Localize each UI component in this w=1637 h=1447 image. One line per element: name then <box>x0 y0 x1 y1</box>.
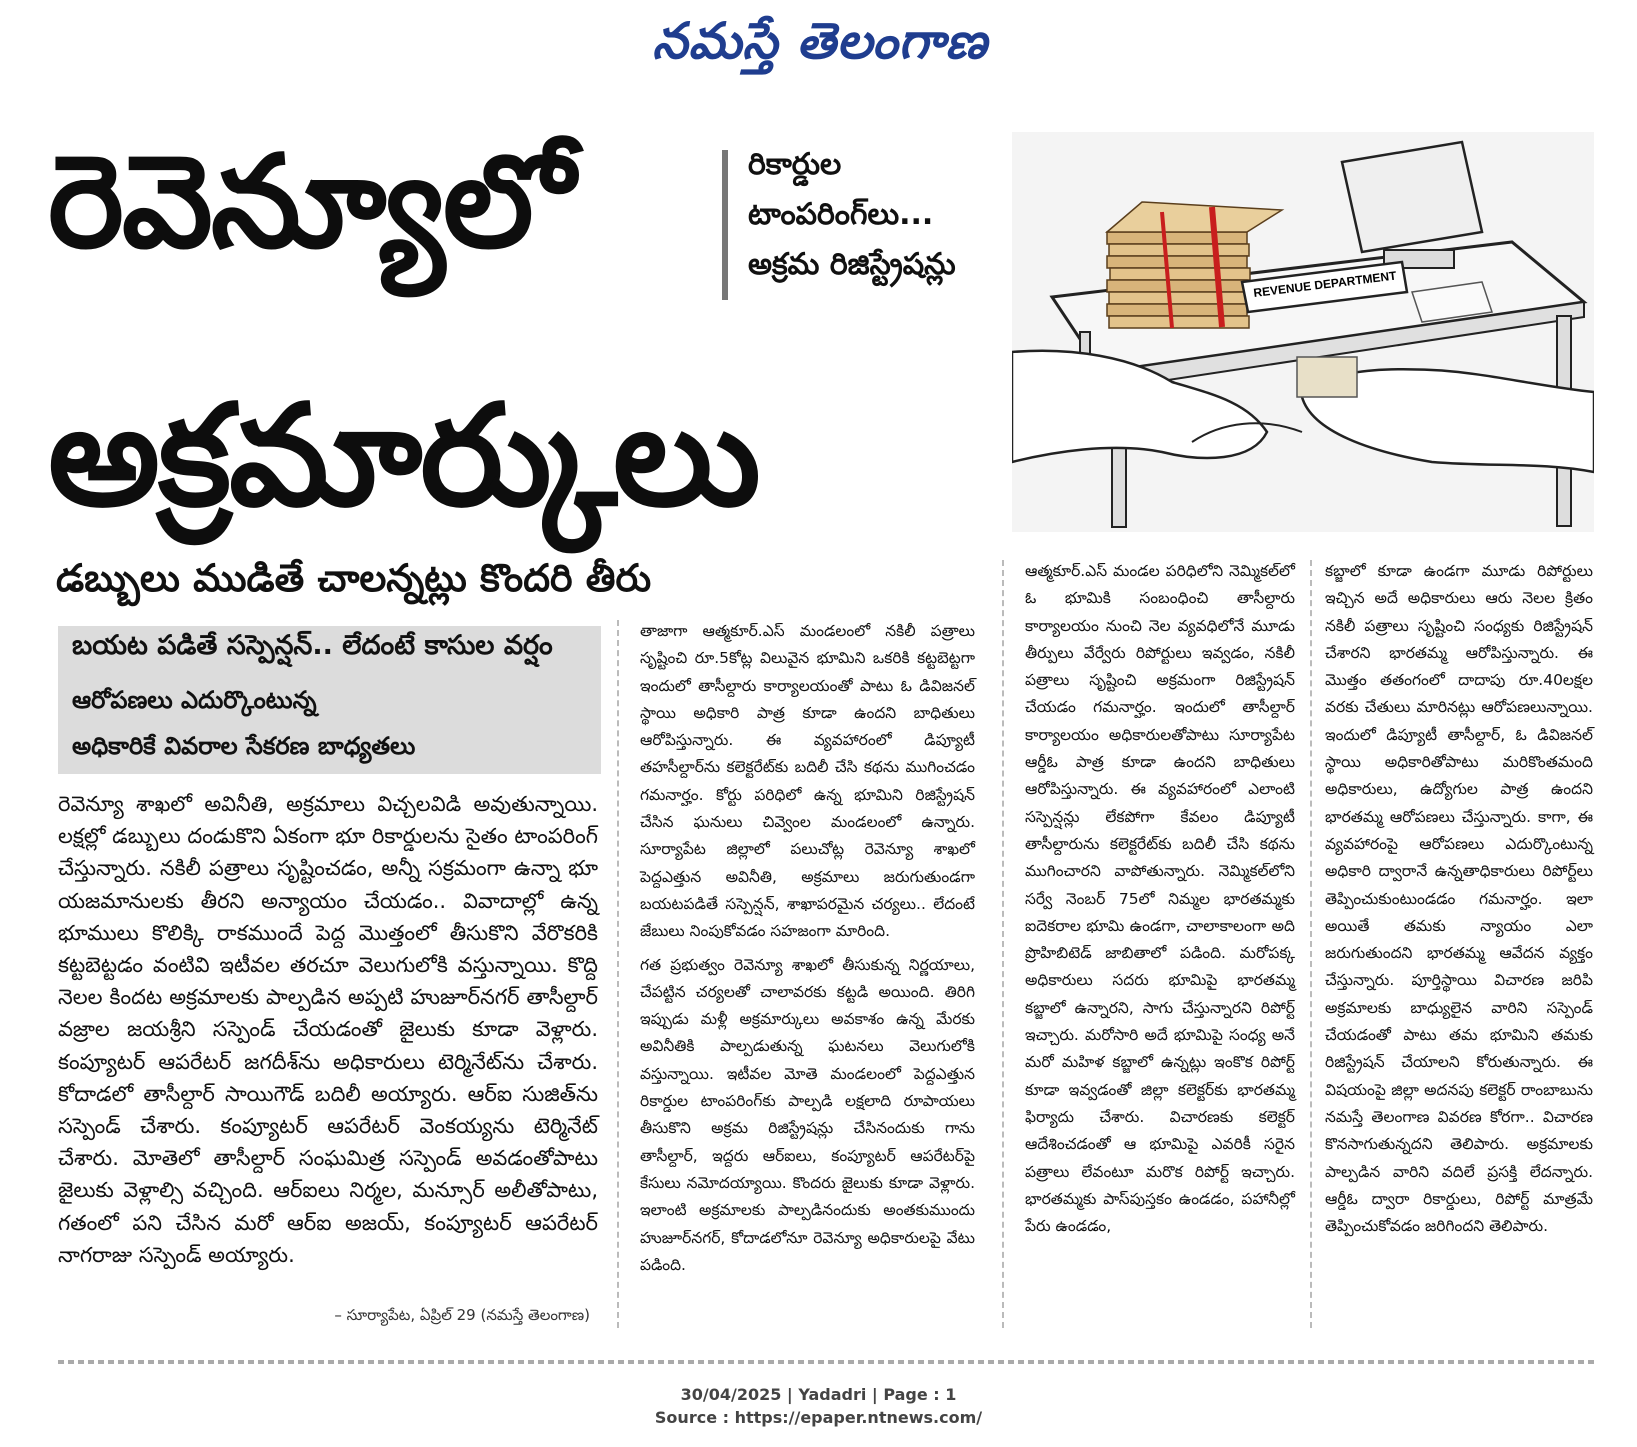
kicker-line: అక్రమ రిజిస్ట్రేషన్లు <box>748 247 956 282</box>
article-column-4 <box>1325 558 1593 1240</box>
column-divider <box>1310 560 1313 1328</box>
nameplate-text: REVENUE DEPARTMENT <box>1252 268 1398 300</box>
article-column-2 <box>640 618 975 1279</box>
kicker <box>748 140 1008 290</box>
footer-source-link[interactable]: Source : https://epaper.ntnews.com/ <box>654 1408 983 1427</box>
highlight-line: ఆరోపణలు ఎదుర్కొంటున్న <box>72 686 317 714</box>
highlight-line: అధికారికే వివరాల సేకరణ బాధ్యతలు <box>72 732 416 760</box>
column-divider <box>617 620 620 1328</box>
kicker-line: రికార్డుల <box>748 147 842 182</box>
article-paragraph: కబ్జాలో కూడా ఉండగా మూడు రిపోర్టులు ఇచ్చిన అదే అధికారులు ఆరు నెలల క్రితం నకిలీ పత్రాలు సృష్టించి సంధ్యకు రిజిస్ట్రేషన్ చేశారని భారతమ్మ ఆరోపిస్తున్నారు. ఈ మొత్తం తతంగంలో దాదాపు రూ.40లక్షల వరకు చేతులు మారినట్లు ఆరోపణలున్నాయి. ఇందులో డిప్యూటీ తాసీల్దార్, ఓ డివిజనల్ స్థాయి అధికారితోపాటు మరికొంతమంది అధికారులు, ఉద్యోగుల పాత్ర ఉందని భారతమ్మ ఆరోపణలు చేస్తున్నారు. కాగా, ఈ వ్యవహారంపై ఆరోపణలు ఎదుర్కొంటున్న అధికారి ద్వారానే ఉన్నతాధికారులు రిపోర్ట్‌లు తెప్పించుకుంటుండడం గమనార్హం. ఇలా అయితే తమకు న్యాయం ఎలా జరుగుతుందని భారతమ్మ ఆవేదన వ్యక్తం చేస్తున్నారు. పూర్తిస్థాయి విచారణ జరిపి అక్రమాలకు బాధ్యులైన వారిని సస్పెండ్ చేయడంతో పాటు తమ భూమిని తమకు రిజిస్ట్రేషన్ చేయాలని కోరుతున్నారు. ఈ విషయంపై జిల్లా అదనపు కలెక్టర్ రాంబాబును నమస్తే తెలంగాణ వివరణ కోరగా.. విచారణ కొనసాగుతున్నదని తెలిపారు. అక్రమాలకు పాల్పడిన వారిని వదిలే ప్రసక్తి లేదన్నారు. ఆర్డీఓ ద్వారా రికార్డులు, రిపోర్ట్ మాత్రమే తెప్పించుకోవడం జరిగిందని తెలిపారు. <box>1325 562 1593 1236</box>
page-divider <box>58 1360 1594 1364</box>
dateline: – సూర్యాపేట, ఏప్రిల్ 29 (నమస్తే తెలంగాణ) <box>334 1306 590 1324</box>
kicker-divider <box>722 150 728 300</box>
article-column-3 <box>1025 558 1295 1240</box>
article-paragraph: తాజాగా ఆత్మకూర్.ఎస్ మండలంలో నకిలీ పత్రాలు సృష్టించి రూ.5కోట్ల విలువైన భూమిని ఒకరికి కట్టబెట్టగా ఇందులో తాసీల్దారు కార్యాలయంతో పాటు ఓ డివిజనల్ స్థాయి అధికారి పాత్ర కూడా ఉందని బాధితులు ఆరోపిస్తున్నారు. ఈ వ్యవహారంలో డిప్యూటీ తహసీల్దార్‌ను కలెక్టరేట్‌కు బదిలీ చేసి కథను ముగించడం గమనార్హం. కోర్టు పరిధిలో ఉన్న భూమిని రిజిస్ట్రేషన్ చేసిన ఘనులు చివ్వెంల మండలంలో ఉన్నారు. సూర్యాపేట జిల్లాలో పలుచోట్ల రెవెన్యూ శాఖలో పెద్దఎత్తున అవినీతి, అక్రమాలు జరుగుతుండగా బయటపడితే సస్పెన్షన్, శాఖాపరమైన చర్యలు.. లేదంటే జేబులు నింపుకోవడం సహజంగా మారింది. <box>640 622 975 941</box>
article-paragraph: ఆత్మకూర్.ఎస్ మండల పరిధిలోని నెమ్మికల్‌లో ఓ భూమికి సంబంధించి తాసీల్దారు కార్యాలయం నుంచి నెల వ్యవధిలోనే మూడు తీర్పులు వేర్వేరు రిపోర్టులు ఇవ్వడం, నకిలీ పత్రాలు సృష్టించి అక్రమంగా రిజిస్ట్రేషన్ చేయడం గమనార్హం. ఇందులో తాసీల్దార్ కార్యాలయం అధికారులతోపాటు సూర్యాపేట ఆర్డీఓ పాత్ర కూడా ఉందని బాధితులు ఆరోపిస్తున్నారు. ఈ వ్యవహారంలో ఎలాంటి సస్పెన్షన్లు లేకపోగా కేవలం డిప్యూటీ తాసీల్దారును కలెక్టరేట్‌కు బదిలీ చేసి కథను ముగించారని వాపోతున్నారు. నెమ్మికల్‌లోని సర్వే నెంబర్ 75లో నిమ్మల భారతమ్మకు ఐదెకరాల భూమి ఉండగా, చాలాకాలంగా అది ప్రొహిబిటెడ్ జాబితాలో పడింది. మరోపక్క అధికారులు సదరు భూమిపై భారతమ్మ కబ్జాలో ఉన్నారని, సాగు చేస్తున్నారని రిపోర్ట్ ఇచ్చారు. మరోసారి అదే భూమిపై సంధ్య అనే మరో మహిళ కబ్జాలో ఉన్నట్లు ఇంకొక రిపోర్ట్ కూడా ఇవ్వడంతో జిల్లా కలెక్టర్‌కు భారతమ్మ ఫిర్యాదు చేశారు. విచారణకు కలెక్టర్ ఆదేశించడంతో ఆ భూమిపై ఎవరికీ సరైన పత్రాలు లేవంటూ మరొక రిపోర్ట్ ఇచ్చారు. భారతమ్మకు పాస్‌పుస్తకం ఉండడం, పహానీల్లో పేరు ఉండడం, <box>1025 562 1295 1236</box>
article-paragraph: రెవెన్యూ శాఖలో అవినీతి, అక్రమాలు విచ్చలవిడి అవుతున్నాయి. లక్షల్లో డబ్బులు దండుకొని ఏకంగా భూ రికార్డులను సైతం టాంపరింగ్ చేస్తున్నారు. నకిలీ పత్రాలు సృష్టించడం, అన్నీ సక్రమంగా ఉన్నా భూ యజమానులకు తీరని అన్యాయం చేయడం.. వివాదాల్లో ఉన్న భూములు కొలిక్కి రాకముందే పెద్ద మొత్తంలో తీసుకొని వేరొకరికి కట్టబెట్టడం వంటివి ఇటీవల తరచూ వెలుగులోకి వస్తున్నాయి. కొద్ది నెలల కిందట అక్రమాలకు పాల్పడిన అప్పటి హుజూర్‌నగర్ తాసీల్దార్ వజ్రాల జయశ్రీని సస్పెండ్ చేయడంతో జైలుకు కూడా వెళ్లారు. కంప్యూటర్ ఆపరేటర్ జగదీశ్‌ను అధికారులు టెర్మినేట్‌ను చేశారు. కోదాడలో తాసీల్దార్ సాయిగౌడ్ బదిలీ అయ్యారు. ఆర్ఐ సుజిత్‌ను సస్పెండ్ చేశారు. కంప్యూటర్ ఆపరేటర్ వెంకయ్యను టెర్మినేట్ చేశారు. మోతెలో తాసీల్దార్ సంఘమిత్ర సస్పెండ్ అవడంతోపాటు జైలుకు వెళ్లాల్సి వచ్చింది. ఆర్ఐలు నిర్మల, మన్సూర్ అలీతోపాటు, గతంలో పని చేసిన మరో ఆర్ఐ అజయ్, కంప్యూటర్ ఆపరేటర్ నాగరాజు సస్పెండ్ అయ్యారు. <box>58 792 598 1267</box>
footer-edition-info: 30/04/2025 | Yadadri | Page : 1 <box>680 1385 957 1404</box>
article-column-1 <box>58 788 598 1271</box>
illustration-bribery <box>1012 132 1594 532</box>
subheadline: డబ్బులు ముడితే చాలన్నట్లు కొందరి తీరు <box>56 556 652 600</box>
column-divider <box>1002 560 1005 1328</box>
masthead-logo: నమస్తే తెలంగాణ <box>652 12 988 70</box>
headline-line-2: అక్రమార్కులు <box>48 375 759 538</box>
article-paragraph: గత ప్రభుత్వం రెవెన్యూ శాఖలో తీసుకున్న నిర్ణయాలు, చేపట్టిన చర్యలతో చాలావరకు కట్టడి అయింది. తిరిగి ఇప్పుడు మళ్లీ అక్రమార్కులు అవకాశం ఉన్న మేరకు అవినీతికి పాల్పడుతున్న ఘటనలు వెలుగులోకి వస్తున్నాయి. ఇటీవల మోతె మండలంలో పెద్దఎత్తున రికార్డుల టాంపరింగ్‌కు పాల్పడి లక్షలాది రూపాయలు తీసుకొని అక్రమ రిజిస్ట్రేషన్లు చేసినందుకు గాను తాసీల్దార్, ఇద్దరు ఆర్ఐలు, కంప్యూటర్ ఆపరేటర్‌పై కేసులు నమోదయ్యాయి. కొందరు జైలుకు కూడా వెళ్లారు. ఇలాంటి అక్రమాలకు పాల్పడినందుకు అంతకుముందు హుజూర్‌నగర్, కోదాడలోనూ రెవెన్యూ అధికారులపై వేటు పడింది. <box>640 955 975 1274</box>
kicker-line: టాంపరింగ్‌లు... <box>748 197 934 232</box>
highlight-line: బయట పడితే సస్పెన్షన్.. లేదంటే కాసుల వర్షం <box>72 630 553 661</box>
headline-line-1: రెవెన్యూలో <box>48 128 573 277</box>
